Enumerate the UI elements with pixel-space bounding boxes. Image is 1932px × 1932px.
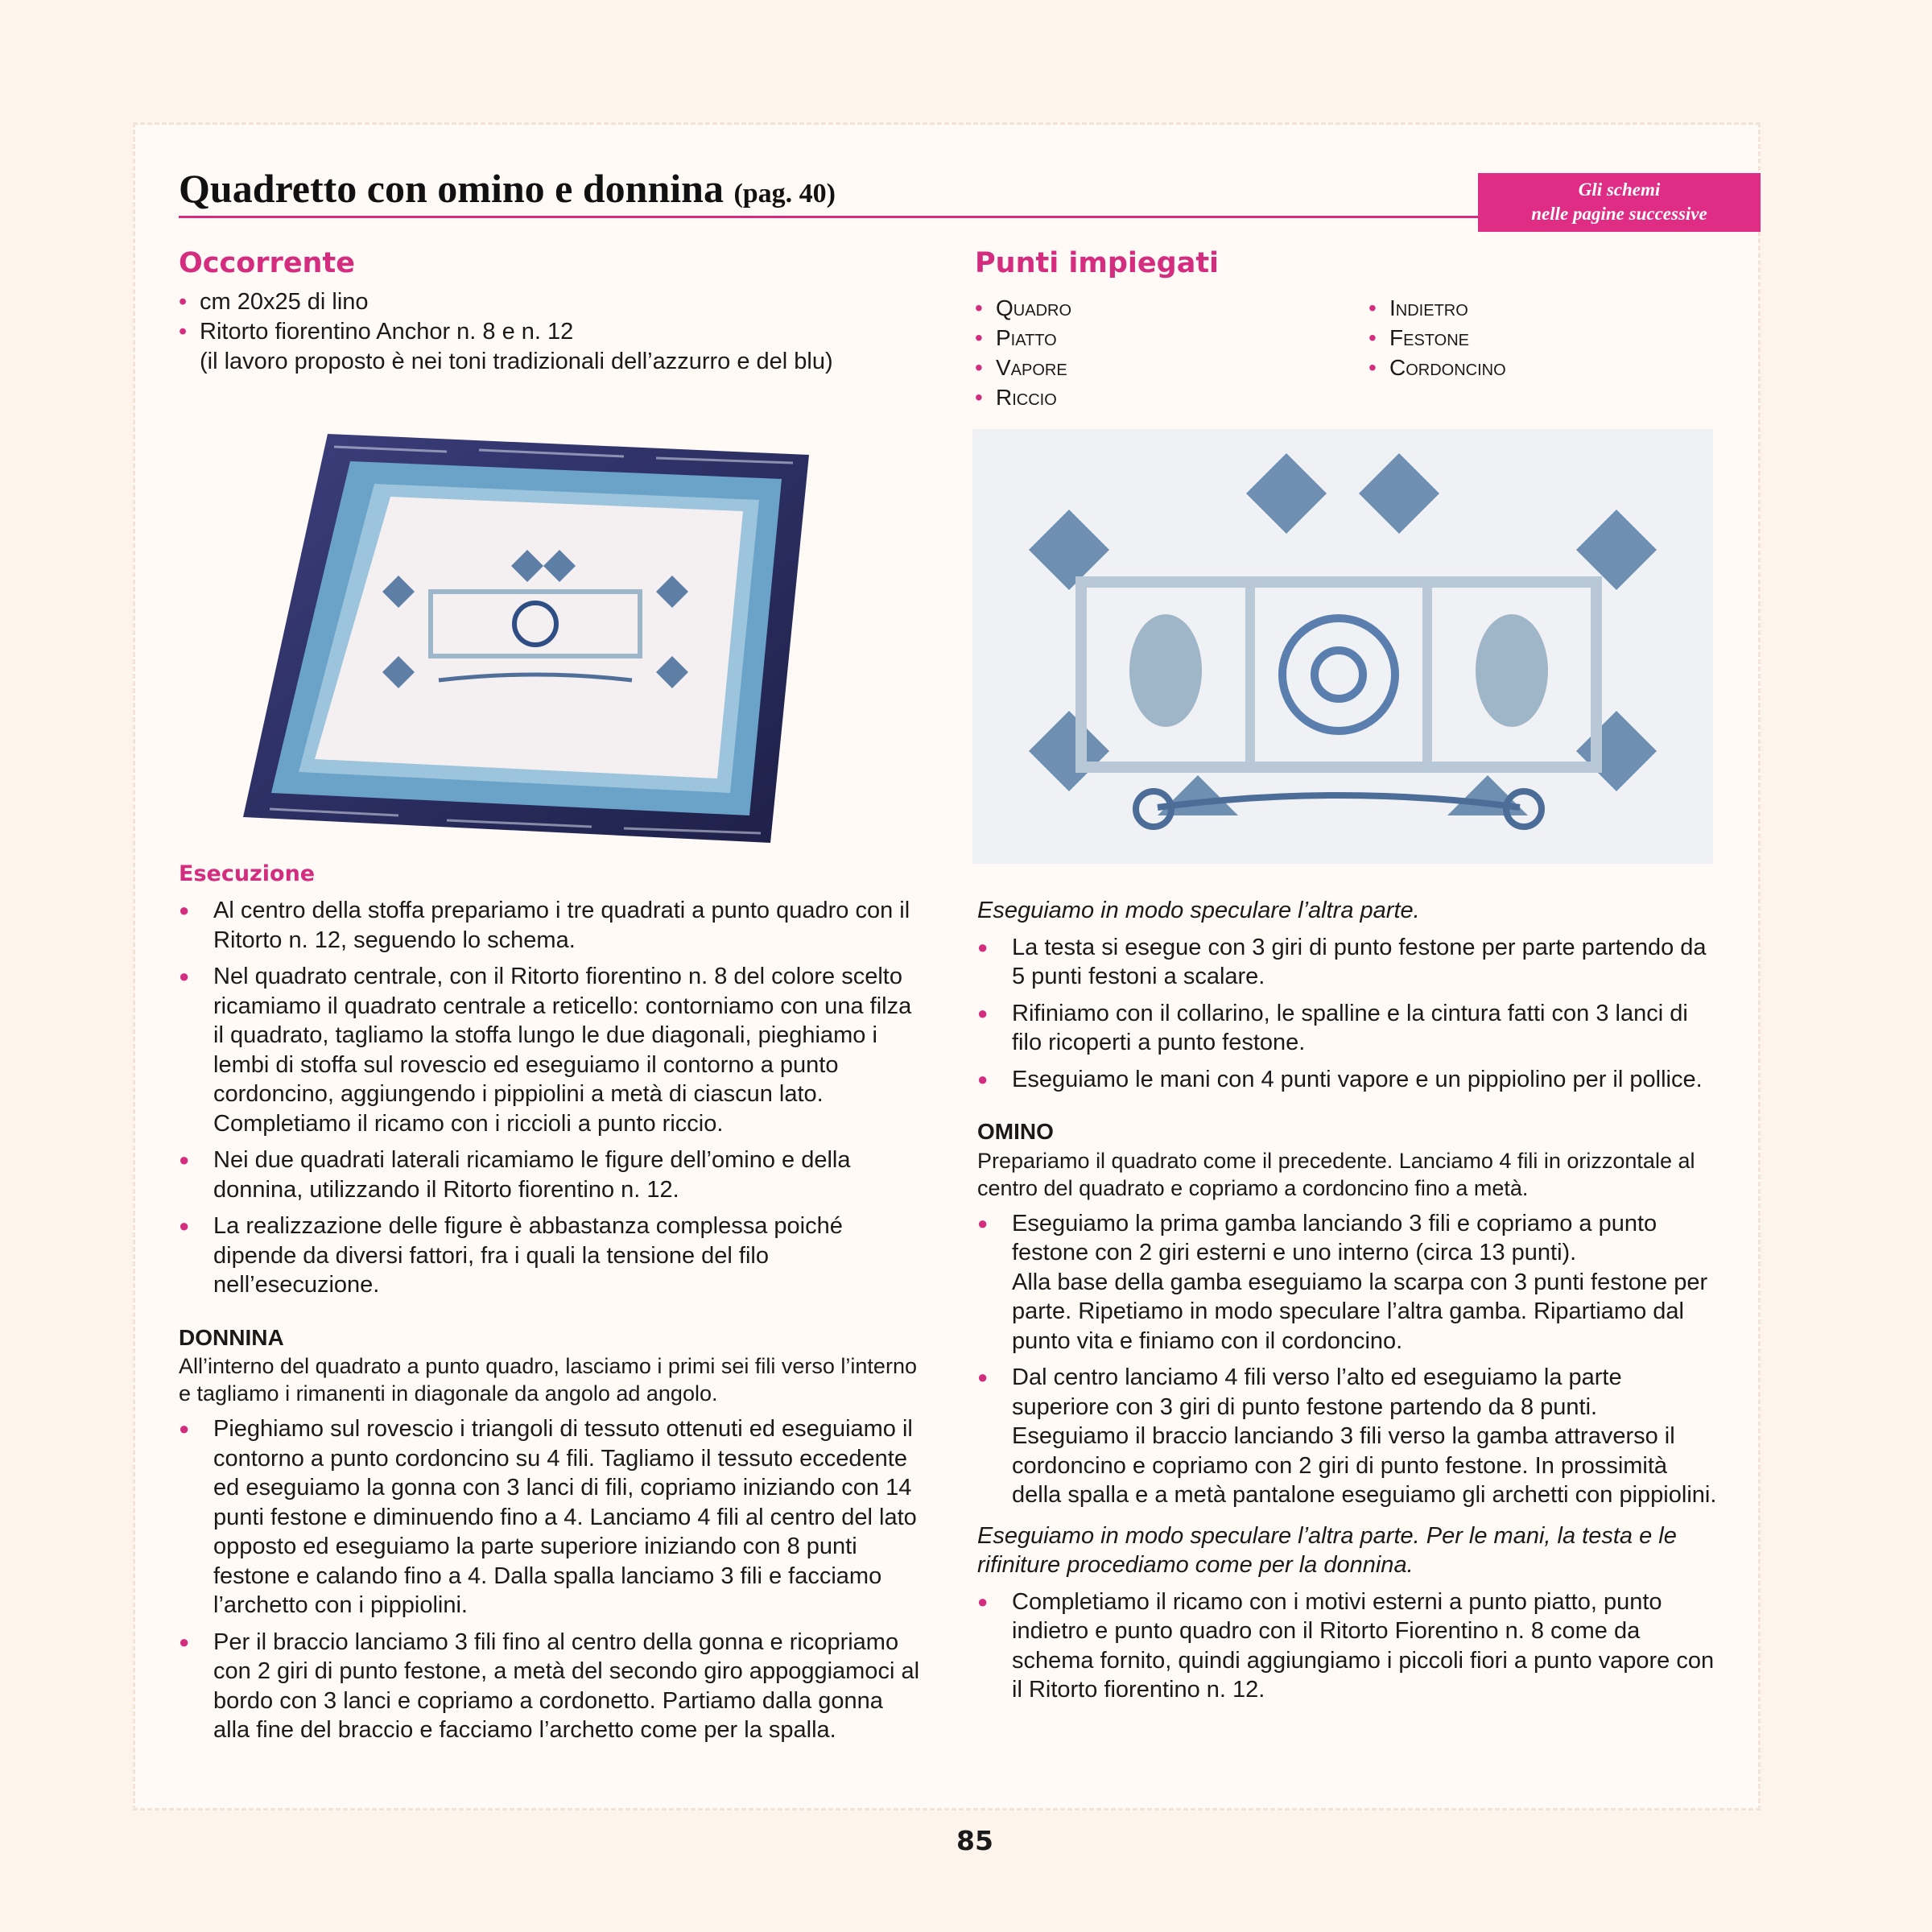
punto-item: • Piatto	[975, 325, 1057, 350]
punti-list-1	[975, 293, 1071, 412]
esecuzione-step: ● Al centro della stoffa prepariamo i tre quadrati a punto quadro con il Ritorto n. 12, seguendo lo schema.	[179, 896, 923, 955]
right-column-text	[977, 896, 1722, 1712]
punti-list-2	[1368, 293, 1506, 382]
embroidery-detail-photo	[972, 429, 1713, 864]
esecuzione-section	[179, 896, 923, 1752]
donnina-heading: DONNINA	[179, 1324, 284, 1350]
punto-item: • Cordoncino	[1368, 355, 1506, 380]
esecuzione-step: ● Nel quadrato centrale, con il Ritorto fiorentino n. 8 del colore scelto ricamiamo il quadrato centrale a reticello: contorniamo con una filza il quadrato, tagliamo la stoffa lungo le due diagonali, pieghiamo i lembi di stoffa sul rovescio ed eseguiamo il contorno a punto cordoncino, aggiungendo i pippiolini a metà di ciascun lato. Completiamo il ricamo con i riccioli a punto riccio.	[179, 962, 923, 1138]
esecuzione-step: ● La realizzazione delle figure è abbastanza complessa poiché dipende da diversi fattori, fra i quali la tensione del filo nell’esecuzione.	[179, 1212, 923, 1300]
mirror-note: Eseguiamo in modo speculare l’altra parte.	[977, 898, 1420, 923]
occorrente-item: • Ritorto fiorentino Anchor n. 8 e n. 12	[179, 319, 574, 345]
omino-heading: OMINO	[977, 1119, 1054, 1144]
page-reference: (pag. 40)	[733, 179, 836, 208]
badge-line-1: Gli schemi	[1578, 180, 1661, 200]
punto-item: • Riccio	[975, 385, 1057, 410]
occorrente-item: • cm 20x25 di lino	[179, 289, 369, 315]
esecuzione-heading: Esecuzione	[179, 861, 316, 886]
punto-item: • Quadro	[975, 295, 1072, 320]
occorrente-item-note: (il lavoro proposto è nei toni tradizionali dell’azzurro e del blu)	[200, 349, 833, 374]
punti-heading: Punti impiegati	[975, 247, 1220, 279]
donnina-detail-step: ● Eseguiamo le mani con 4 punti vapore e un pippiolino per il pollice.	[977, 1065, 1722, 1095]
punto-item: • Festone	[1368, 325, 1469, 350]
page-number: 85	[956, 1825, 993, 1856]
occorrente-list	[179, 287, 903, 377]
donnina-detail-step: ● Rifiniamo con il collarino, le spalline e la cintura fatti con 3 lanci di filo ricoperti a punto festone.	[977, 999, 1722, 1058]
occorrente-heading: Occorrente	[179, 247, 355, 279]
omino-intro: Prepariamo il quadrato come il precedente. Lanciamo 4 fili in orizzontale al centro del quadrato e copriamo a cordoncino fino a metà.	[977, 1148, 1695, 1200]
mirror-note-2: Eseguiamo in modo speculare l’altra parte. Per le mani, la testa e le rifiniture procediamo come per la donnina.	[977, 1522, 1677, 1578]
omino-step: ● Dal centro lanciamo 4 fili verso l’alto ed eseguiamo la parte superiore con 3 giri di punto festone partendo da 8 punti. Eseguiamo il braccio lanciando 3 fili verso la gamba attraverso il cordoncino e copriamo con 2 giri di punto festone. In prossimità della spalla e a metà pantalone eseguiamo gli archetti con pippiolini.	[977, 1363, 1722, 1510]
donnina-step: ● Per il braccio lanciamo 3 fili fino al centro della gonna e ricopriamo con 2 giri di punto festone, a metà del secondo giro appoggiamoci al bordo con 3 lanci e copriamo a cordonetto. Partiamo dalla gonna alla fine del braccio e facciamo l’archetto come per la spalla.	[179, 1628, 923, 1745]
title-rule	[179, 216, 1480, 218]
page-title: Quadretto con omino e donnina (pag. 40)	[179, 166, 836, 211]
donnina-intro: All’interno del quadrato a punto quadro, lasciamo i primi sei fili verso l’interno e tagliamo i rimanenti in diagonale da angolo ad angolo.	[179, 1354, 917, 1406]
framed-embroidery-photo	[237, 431, 813, 845]
schemes-badge	[1478, 173, 1761, 232]
punto-item: • Vapore	[975, 355, 1067, 380]
donnina-detail-step: ● La testa si esegue con 3 giri di punto festone per parte partendo da 5 punti festoni a scalare.	[977, 933, 1722, 992]
omino-step: ● Eseguiamo la prima gamba lanciando 3 fili e copriamo a punto festone con 2 giri esterni e uno interno (circa 13 punti). Alla base della gamba eseguiamo la scarpa con 3 punti festone per parte. Ripetiamo in modo speculare l’altra gamba. Ripartiamo dal punto vita e finiamo con il cordoncino.	[977, 1209, 1722, 1356]
badge-line-2: nelle pagine successive	[1531, 204, 1707, 224]
donnina-step: ● Pieghiamo sul rovescio i triangoli di tessuto ottenuti ed eseguiamo il contorno a punto cordoncino su 4 fili. Tagliamo il tessuto eccedente ed eseguiamo la gonna con 3 lanci di fili, copriamo iniziando con 14 punti festone e diminuendo fino a 4. Lanciamo 4 fili al centro del lato opposto ed eseguiamo la parte superiore iniziando con 8 punti festone e calando fino a 4. Dalla spalla lanciamo 3 fili e facciamo l’archetto con i pippiolini.	[179, 1414, 923, 1620]
final-step: ● Completiamo il ricamo con i motivi esterni a punto piatto, punto indietro e punto quadro con il Ritorto Fiorentino n. 8 come da schema fornito, quindi aggiungiamo i piccoli fiori a punto vapore con il Ritorto fiorentino n. 12.	[977, 1587, 1722, 1705]
punto-item: • Indietro	[1368, 295, 1468, 320]
esecuzione-step: ● Nei due quadrati laterali ricamiamo le figure dell’omino e della donnina, utilizzando il Ritorto fiorentino n. 12.	[179, 1146, 923, 1204]
